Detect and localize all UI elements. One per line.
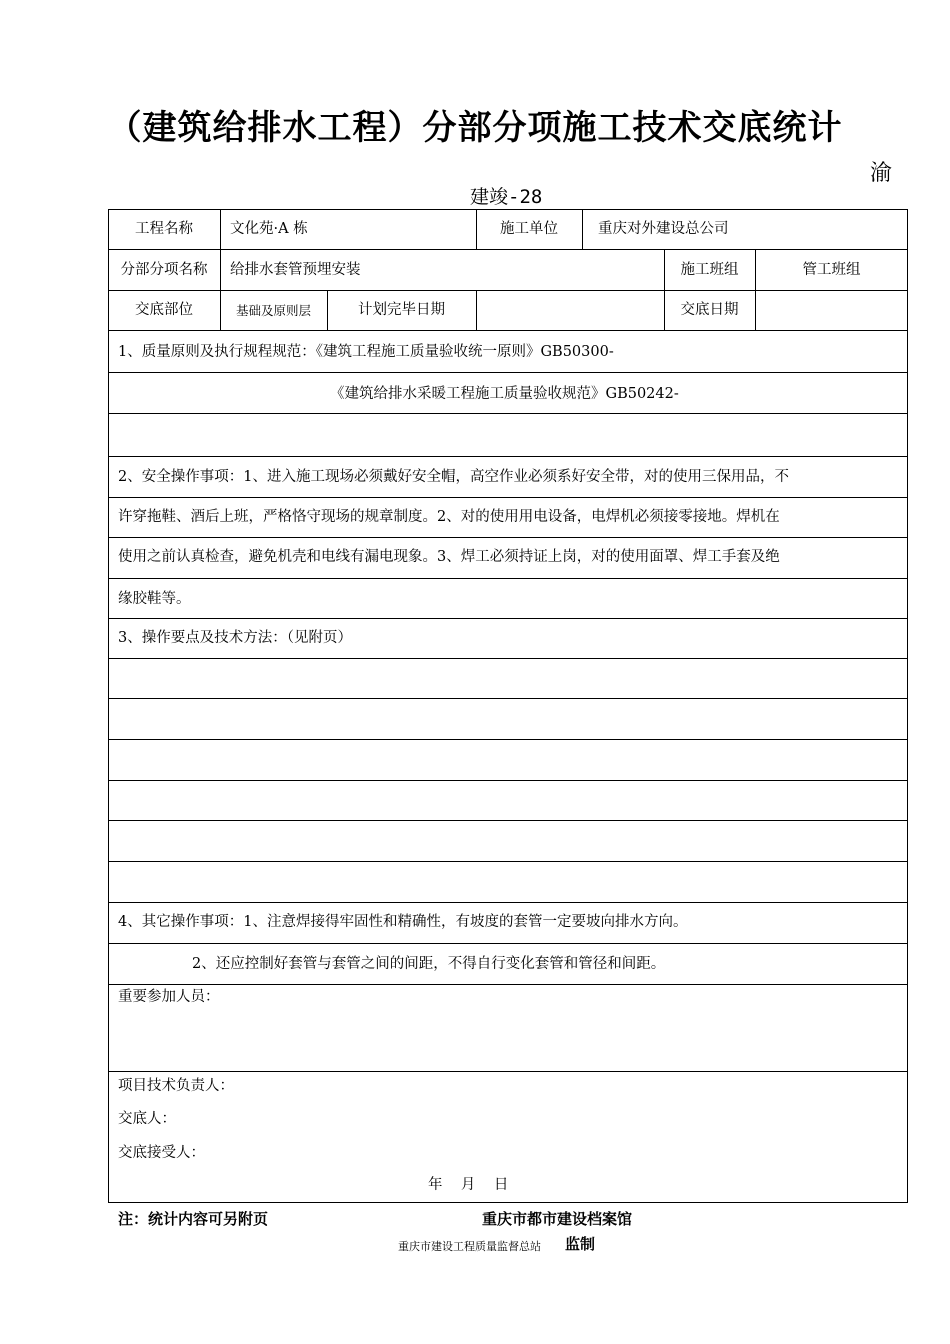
subitem-value: 给排水套管预埋安装 <box>230 262 361 278</box>
tech-lead-label: 项目技术负责人： <box>118 1078 234 1094</box>
footer-note: 注：统计内容可另附页 <box>118 1210 269 1228</box>
footer-archive: 重庆市都市建设档案馆 <box>482 1210 633 1228</box>
row-divider <box>108 497 908 498</box>
safety-line-3: 使用之前认真检查，避免机壳和电线有漏电现象。3、焊工必须持证上岗，对的使用面罩、焊工手套及绝 <box>118 549 780 565</box>
row-divider <box>108 578 908 579</box>
row-divider <box>108 902 908 903</box>
row-divider <box>108 290 908 291</box>
row-divider <box>108 861 908 862</box>
row-divider <box>108 249 908 250</box>
receiver-label: 交底接受人： <box>118 1145 205 1161</box>
subitem-label: 分部分项名称 <box>120 262 208 278</box>
row-divider <box>108 698 908 699</box>
quality-standards-line-2: 《建筑给排水采暖工程施工质量验收规范》GB50242- <box>330 386 679 402</box>
brief-date-label: 交底日期 <box>680 302 739 318</box>
footer-supervisor: 重庆市建设工程质量监督总站 <box>398 1240 541 1253</box>
row-divider <box>108 739 908 740</box>
row-divider <box>108 820 908 821</box>
row-divider <box>108 413 908 414</box>
form-number: 建竣-28 <box>470 186 543 208</box>
project-name-label: 工程名称 <box>135 221 193 237</box>
row-divider <box>108 537 908 538</box>
safety-line-4: 缘胶鞋等。 <box>118 591 191 607</box>
row-divider <box>108 658 908 659</box>
row-divider <box>108 943 908 944</box>
row-divider <box>108 1071 908 1072</box>
constructor-label: 施工单位 <box>500 221 558 237</box>
method-line: 3、操作要点及技术方法：（见附页） <box>118 630 352 646</box>
other-line-1: 4、其它操作事项：1、注意焊接得牢固性和精确性，有坡度的套管一定要坡向排水方向。 <box>118 914 688 930</box>
quality-standards-line-1: 1、质量原则及执行规程规范：《建筑工程施工质量验收统一原则》GB50300- <box>118 344 614 360</box>
document-title: （建筑给排水工程）分部分项施工技术交底统计 <box>107 108 843 148</box>
row-divider <box>108 618 908 619</box>
project-name-value: 文化苑·A 栋 <box>230 221 308 237</box>
row-divider <box>108 780 908 781</box>
team-label: 施工班组 <box>680 262 739 278</box>
plan-date-label: 计划完毕日期 <box>358 302 445 318</box>
col-divider <box>476 290 477 330</box>
other-line-2: 2、还应控制好套管与套管之间的间距，不得自行变化套管和管径和间距。 <box>192 956 666 972</box>
row-divider <box>108 984 908 985</box>
constructor-value: 重庆对外建设总公司 <box>598 221 729 237</box>
col-divider <box>582 209 583 249</box>
briefer-label: 交底人： <box>118 1111 176 1127</box>
row-divider <box>108 330 908 331</box>
row-divider <box>108 372 908 373</box>
team-value: 管工班组 <box>802 262 861 278</box>
safety-line-1: 2、安全操作事项：1、进入施工现场必须戴好安全帽，高空作业必须系好安全带，对的使用三保用品，不 <box>118 469 789 485</box>
position-value: 基础及原则层 <box>235 303 311 318</box>
safety-line-2: 许穿拖鞋、酒后上班，严格恪守现场的规章制度。2、对的使用用电设备，电焊机必须接零接地。焊机在 <box>118 509 780 525</box>
footer-supervise: 监制 <box>565 1235 596 1253</box>
sign-date: 年 月 日 <box>428 1177 509 1193</box>
position-label: 交底部位 <box>135 302 193 318</box>
participants-label: 重要参加人员： <box>118 989 220 1005</box>
row-divider <box>108 456 908 457</box>
region-char: 渝 <box>870 161 893 186</box>
